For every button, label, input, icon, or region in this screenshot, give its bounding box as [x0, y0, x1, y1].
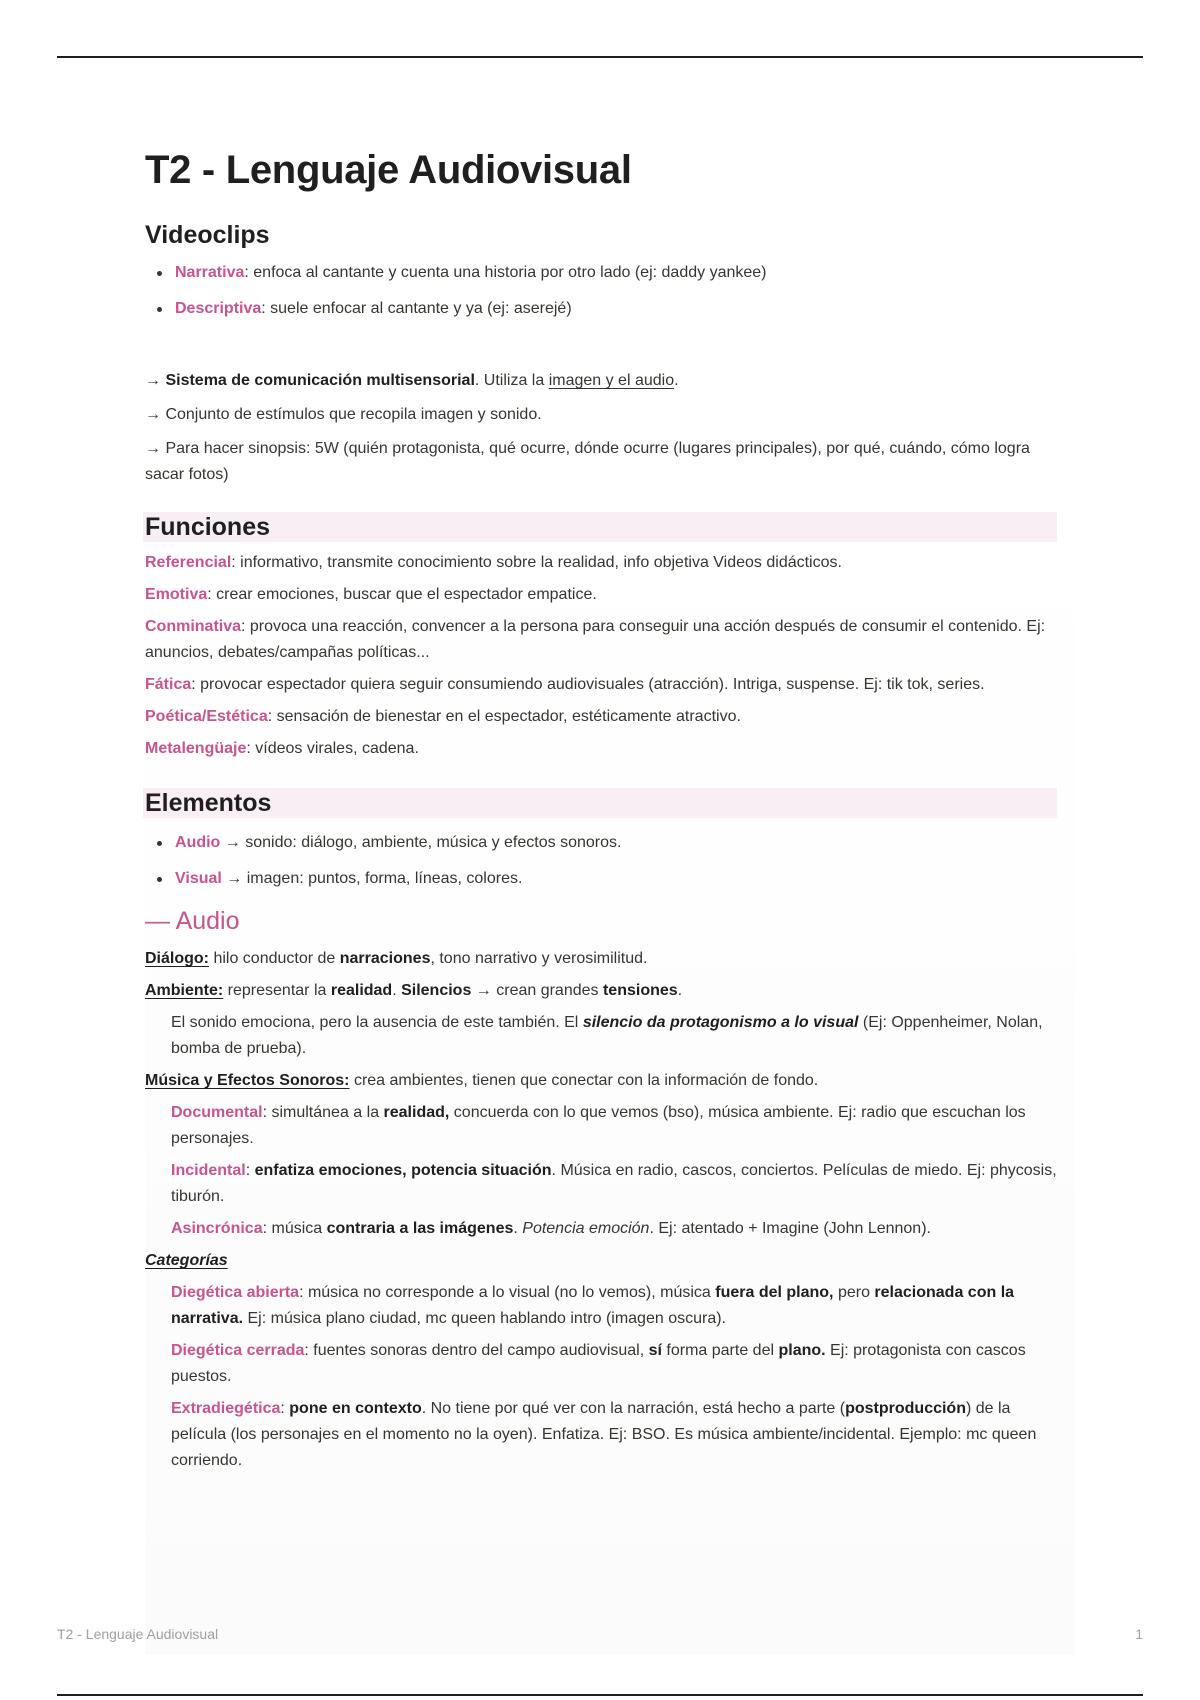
funcion-item: Poética/Estética: sensación de bienestar en el espectador, estéticamente atractivo. — [145, 708, 741, 725]
list-item: Visual → imagen: puntos, forma, líneas, colores. — [175, 868, 1057, 890]
videoclips-list — [145, 262, 1057, 320]
page-title: T2 - Lenguaje Audiovisual — [145, 148, 632, 192]
incidental-line: Incidental: enfatiza emociones, potencia situación. Música en radio, cascos, conciertos. Películas de miedo. Ej: phycosis, tiburón. — [171, 1162, 1057, 1205]
documental-line: Documental: simultánea a la realidad, concuerda con lo que vemos (bso), música ambiente. Ej: radio que escuchan los personajes. — [171, 1104, 1026, 1147]
silencio-line: El sonido emociona, pero la ausencia de este también. El silencio da protagonismo a lo visual (Ej: Oppenheimer, Nolan, bomba de prueba). — [171, 1014, 1043, 1057]
funcion-item: Emotiva: crear emociones, buscar que el espectador empatice. — [145, 586, 597, 603]
extradiegetica-line: Extradiegética: pone en contexto. No tiene por qué ver con la narración, está hecho a parte (postproducción) de la película (los personajes en el momento no la oyen). Enfatiza. Ej: BSO. Es música ambiente/incidental. Ejemplo: mc queen corriendo. — [171, 1400, 1037, 1469]
musica-line: Música y Efectos Sonoros: crea ambientes, tienen que conectar con la información de fondo. — [145, 1072, 819, 1089]
funcion-item: Conminativa: provoca una reacción, convencer a la persona para conseguir una acción después de consumir el contenido. Ej: anuncios, debates/campañas políticas... — [145, 618, 1046, 661]
top-rule — [57, 56, 1143, 58]
asincronica-line: Asincrónica: música contraria a las imágenes. Potencia emoción. Ej: atentado + Imagine (John Lennon). — [171, 1220, 931, 1237]
diegetica-abierta-line: Diegética abierta: música no corresponde a lo visual (no lo vemos), música fuera del plano, pero relacionada con la narrativa. Ej: música plano ciudad, mc queen hablando intro (imagen oscura). — [171, 1284, 1015, 1327]
intro-line-2: → Conjunto de estímulos que recopila imagen y sonido. — [145, 406, 542, 423]
funciones-heading: Funciones — [143, 512, 1057, 542]
diegetica-cerrada-line: Diegética cerrada: fuentes sonoras dentro del campo audiovisual, sí forma parte del plano. Ej: protagonista con cascos puestos. — [171, 1342, 1026, 1385]
elementos-list — [145, 832, 1057, 890]
ambiente-line: Ambiente: representar la realidad. Silencios → crean grandes tensiones. — [145, 982, 683, 999]
list-item: Narrativa: enfoca al cantante y cuenta una historia por otro lado (ej: daddy yankee) — [175, 262, 1057, 284]
intro-line-1: → Sistema de comunicación multisensorial. Utiliza la imagen y el audio. — [145, 372, 679, 389]
document-body — [145, 144, 1057, 1480]
bottom-rule — [57, 1694, 1143, 1696]
audio-heading: — Audio — [145, 907, 240, 935]
videoclips-heading: Videoclips — [145, 221, 270, 249]
elementos-heading: Elementos — [143, 788, 1057, 818]
categorias-label: Categorías — [145, 1252, 228, 1269]
list-item: Audio → sonido: diálogo, ambiente, música y efectos sonoros. — [175, 832, 1057, 854]
funcion-item: Referencial: informativo, transmite conocimiento sobre la realidad, info objetiva Videos didácticos. — [145, 554, 842, 571]
intro-line-3: → Para hacer sinopsis: 5W (quién protagonista, qué ocurre, dónde ocurre (lugares principales), por qué, cuándo, cómo logra sacar fotos) — [145, 440, 1030, 483]
funcion-item: Metalengüaje: vídeos virales, cadena. — [145, 740, 419, 757]
footer-title: T2 - Lenguaje Audiovisual — [57, 1626, 219, 1642]
funcion-item: Fática: provocar espectador quiera seguir consumiendo audiovisuales (atracción). Intriga, suspense. Ej: tik tok, series. — [145, 676, 985, 693]
list-item: Descriptiva: suele enfocar al cantante y ya (ej: aserejé) — [175, 298, 1057, 320]
dialogo-line: Diálogo: hilo conductor de narraciones, tono narrativo y verosimilitud. — [145, 950, 648, 967]
page-number: 1 — [1135, 1626, 1143, 1642]
